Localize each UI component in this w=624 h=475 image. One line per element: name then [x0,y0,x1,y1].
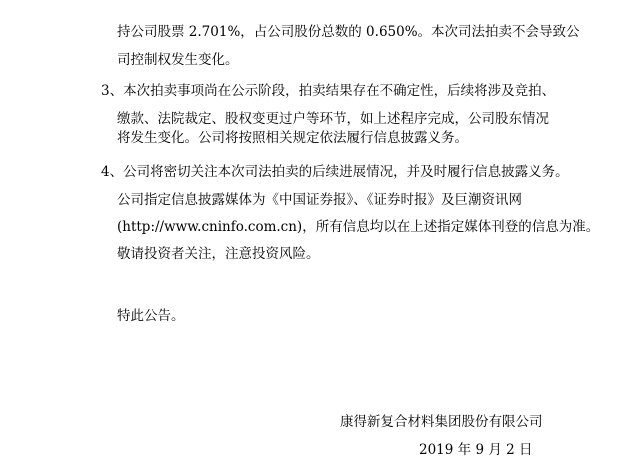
section2-line2: 司控制权发生变化。 [117,52,239,68]
signature-date: 2019 年 9 月 2 日 [419,442,533,458]
section3-line1: 3、本次拍卖事项尚在公示阶段，拍卖结果存在不确定性，后续将涉及竞拍、 [101,83,556,99]
section4-line1: 4、公司将密切关注本次司法拍卖的后续进展情况，并及时履行信息披露义务。 [101,164,569,180]
closing-statement: 特此公告。 [117,308,185,324]
signature-company: 康得新复合材料集团股份有限公司 [340,414,543,430]
section4-line3: (http://www.cninfo.com.cn)，所有信息均以在上述指定媒体刊登的信息为准。 [117,219,600,235]
section2-line1: 持公司股票 2.701%，占公司股份总数的 0.650%。本次司法拍卖不会导致公 [117,24,580,40]
section4-line4: 敬请投资者关注，注意投资风险。 [117,246,320,262]
section3-line3: 将发生变化。公司将按照相关规定依法履行信息披露义务。 [117,130,468,146]
section3-line2: 缴款、法院裁定、股权变更过户等环节，如上述程序完成，公司股东情况 [117,111,549,127]
section4-line2: 公司指定信息披露媒体为《中国证券报》、《证券时报》及巨潮资讯网 [117,192,522,208]
